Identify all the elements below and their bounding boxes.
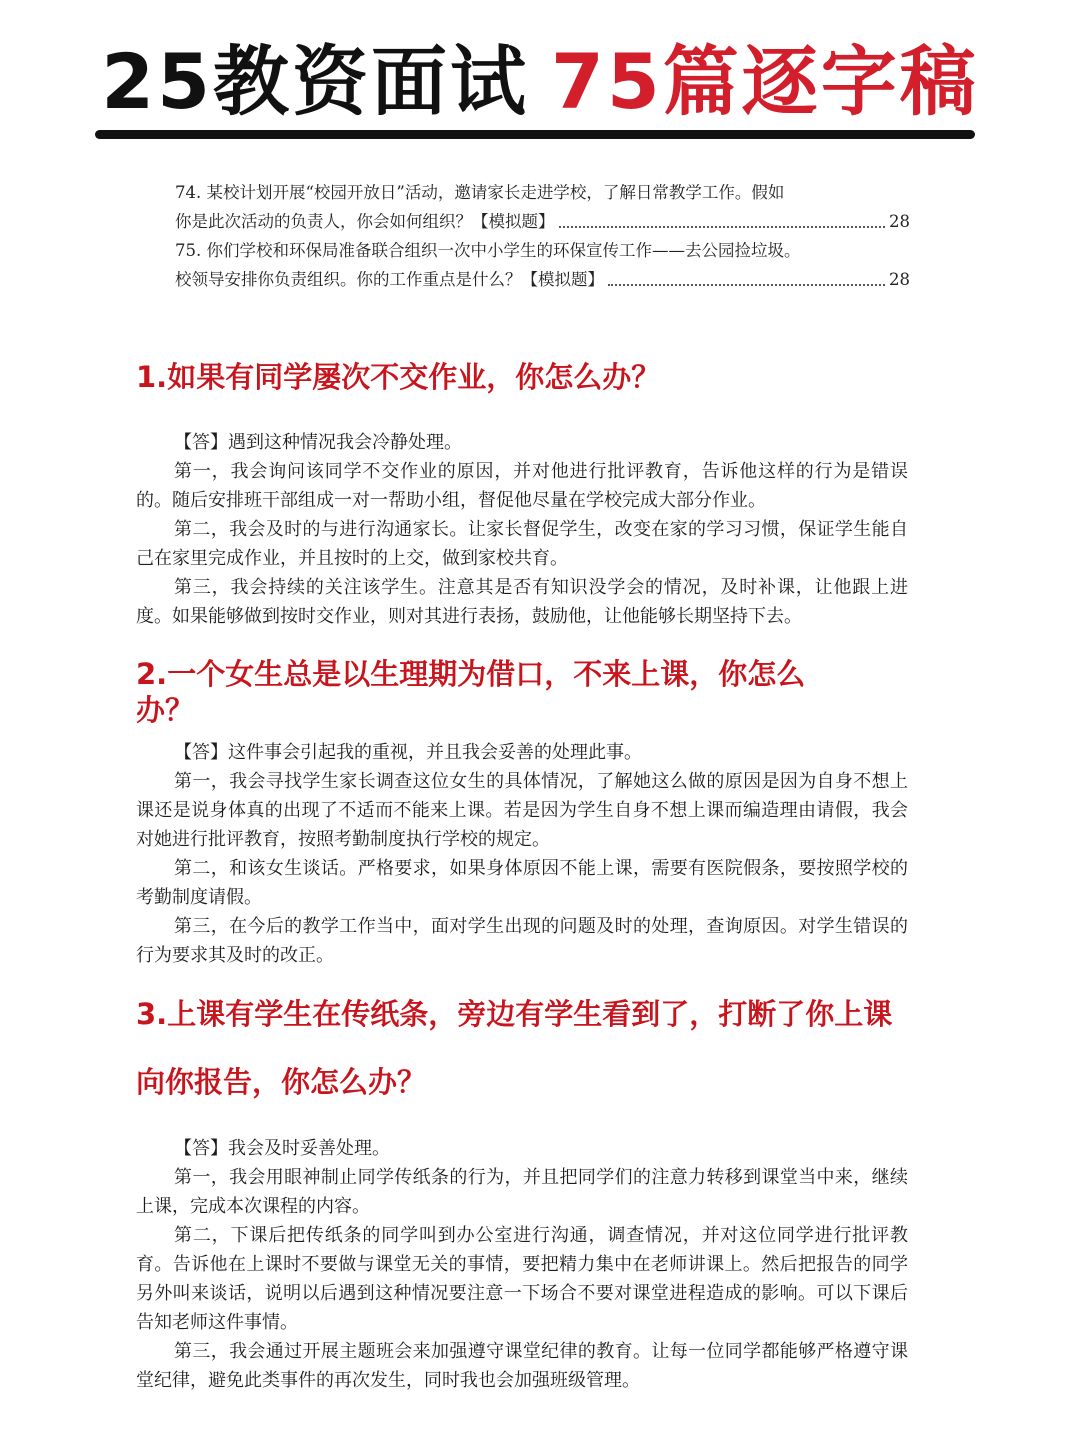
title-banner — [0, 0, 1080, 145]
toc-entry-line — [175, 265, 910, 294]
toc-entry-75[interactable] — [175, 236, 910, 294]
toc-entry-text: 75. 你们学校和环保局准备联合组织一次中小学生的环保宣传工作——去公园捡垃圾。 — [175, 241, 801, 260]
answer-paragraph: 第一，我会用眼神制止同学传纸条的行为，并且把同学们的注意力转移到课堂当中来，继续上课，完成本次课程的内容。 — [136, 1167, 908, 1217]
question-2-answer — [136, 738, 908, 970]
answer-paragraph: 第三，我会通过开展主题班会来加强遵守课堂纪律的教育。让每一位同学都能够严格遵守课堂纪律，避免此类事件的再次发生，同时我也会加强班级管理。 — [136, 1341, 908, 1391]
answer-paragraph: 第二，下课后把传纸条的同学叫到办公室进行沟通，调查情况，并对这位同学进行批评教育。告诉他在上课时不要做与课堂无关的事情，要把精力集中在老师讲课上。然后把报告的同学另外叫来谈话，说明以后遇到这种情况要注意一下场合不要对课堂进程造成的影响。可以下课后告知老师这件事情。 — [136, 1225, 908, 1333]
question-2-heading — [136, 656, 916, 728]
page-title — [0, 34, 1080, 130]
answer-paragraph: 第三，我会持续的关注该学生。注意其是否有知识没学会的情况，及时补课，让他跟上进度。如果能够做到按时交作业，则对其进行表扬，鼓励他，让他能够长期坚持下去。 — [136, 577, 908, 627]
title-red-part: 75篇逐字稿 — [551, 37, 979, 126]
question-3-answer — [136, 1134, 908, 1395]
toc-page-number: 28 — [889, 270, 910, 289]
question-2-heading-line: 2.一个女生总是以生理期为借口，不来上课，你怎么 — [136, 657, 806, 691]
toc-page-number: 28 — [889, 212, 910, 231]
answer-paragraph: 第二，我会及时的与进行沟通家长。让家长督促学生，改变在家的学习习惯，保证学生能自己在家里完成作业，并且按时的上交，做到家校共育。 — [136, 519, 908, 569]
question-2-heading-line: 办？ — [136, 693, 195, 727]
question-1-answer — [136, 428, 908, 631]
question-3-heading-line: 3.上课有学生在传纸条，旁边有学生看到了，打断了你上课 — [136, 997, 893, 1031]
answer-paragraph: 第三，在今后的教学工作当中，面对学生出现的问题及时的处理，查询原因。对学生错误的行为要求其及时的改正。 — [136, 916, 908, 966]
toc-entry-line — [175, 207, 910, 236]
toc-leader-dots — [559, 226, 886, 228]
toc-entry-text: 校领导安排你负责组织。你的工作重点是什么？【模拟题】 — [175, 270, 604, 289]
toc-entry-74[interactable] — [175, 178, 910, 236]
toc-entry-text: 74. 某校计划开展“校园开放日”活动，邀请家长走进学校，了解日常教学工作。假如 — [175, 183, 785, 202]
question-3-heading-line: 向你报告，你怎么办？ — [136, 1065, 427, 1099]
answer-paragraph: 第一，我会寻找学生家长调查这位女生的具体情况，了解她这么做的原因是因为自身不想上课还是说身体真的出现了不适而不能来上课。若是因为学生自身不想上课而编造理由请假，我会对她进行批评教育，按照考勤制度执行学校的规定。 — [136, 771, 908, 850]
title-black-part: 25教资面试 — [101, 37, 529, 126]
answer-paragraph: 【答】我会及时妥善处理。 — [174, 1138, 390, 1159]
question-1-heading: 1.如果有同学屡次不交作业，你怎么办？ — [136, 360, 661, 394]
title-underline — [95, 130, 975, 139]
answer-paragraph: 第一，我会询问该同学不交作业的原因，并对他进行批评教育，告诉他这样的行为是错误的。随后安排班干部组成一对一帮助小组，督促他尽量在学校完成大部分作业。 — [136, 461, 908, 511]
answer-paragraph: 第二，和该女生谈话。严格要求，如果身体原因不能上课，需要有医院假条，要按照学校的考勤制度请假。 — [136, 858, 908, 908]
answer-paragraph: 【答】这件事会引起我的重视，并且我会妥善的处理此事。 — [174, 742, 642, 763]
toc-leader-dots — [608, 284, 885, 286]
toc-entry-text: 你是此次活动的负责人，你会如何组织？【模拟题】 — [175, 212, 555, 231]
question-3-heading — [136, 980, 916, 1116]
table-of-contents — [175, 178, 910, 294]
answer-paragraph: 【答】遇到这种情况我会冷静处理。 — [174, 432, 462, 453]
